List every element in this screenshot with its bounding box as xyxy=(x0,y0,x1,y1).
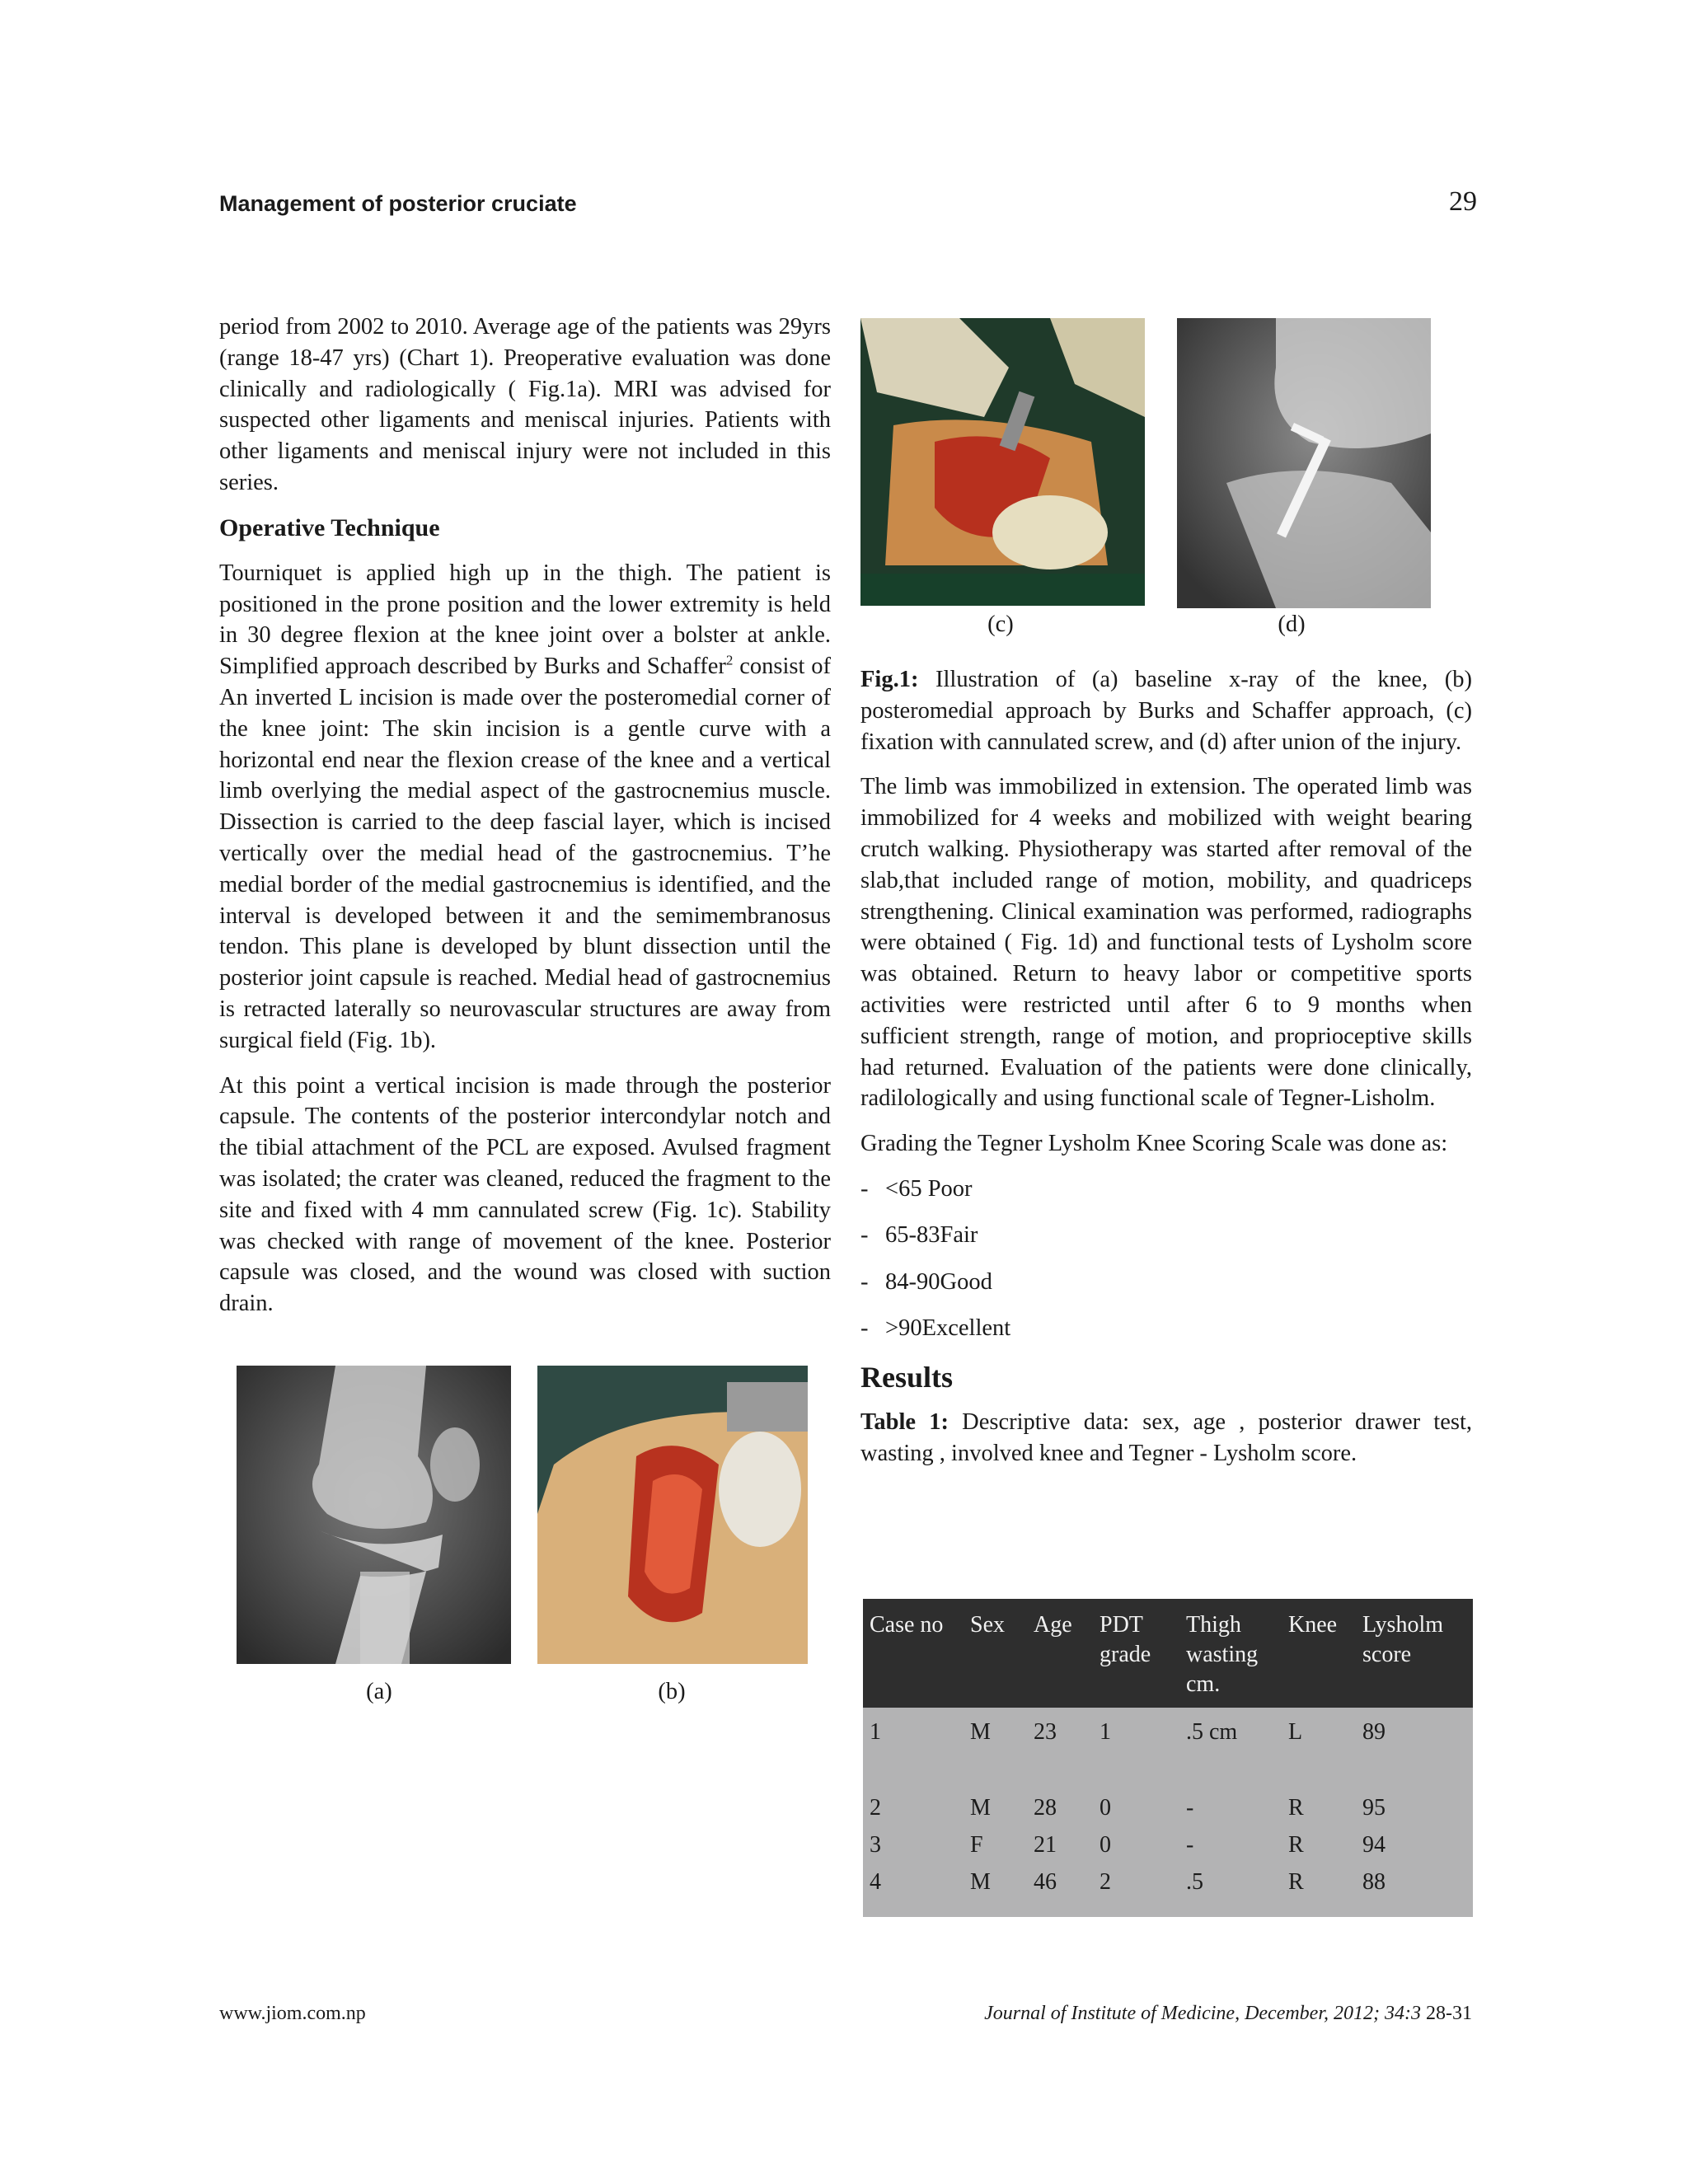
citation-superscript: 2 xyxy=(725,652,734,668)
table-cell: 4 xyxy=(863,1868,964,1917)
table-cell: .5 xyxy=(1179,1868,1282,1917)
table-cell: 3 xyxy=(863,1830,964,1868)
table-cell: F xyxy=(964,1830,1027,1868)
table-header-row xyxy=(863,1599,1473,1708)
section-heading-operative-technique: Operative Technique xyxy=(219,513,440,541)
table-cell: 2 xyxy=(1093,1868,1179,1917)
table-cell: 21 xyxy=(1027,1830,1093,1868)
table-cell: L xyxy=(1282,1708,1356,1793)
figure-a-xray xyxy=(237,1366,511,1664)
table-cell: 94 xyxy=(1356,1830,1473,1868)
table-cell: 0 xyxy=(1093,1793,1179,1830)
header-pdt-grade: PDT grade xyxy=(1093,1599,1179,1708)
table-caption: Table 1: Descriptive data: sex, age , posterior drawer test, wasting , involved knee and Tegner - Lysholm score. xyxy=(860,1409,1472,1466)
figure-a-label: (a) xyxy=(366,1679,392,1704)
right-column xyxy=(860,664,1472,1483)
table-cell: - xyxy=(1179,1793,1282,1830)
figure-caption: Fig.1: Illustration of (a) baseline x-ray of the knee, (b) posteromedial approach by Burks and Schaffer approach, (c) fixation with cannulated screw, and (d) after union of the injury. xyxy=(860,667,1472,755)
page-number: 29 xyxy=(1449,186,1477,217)
list-item: - >90Excellent xyxy=(860,1315,1011,1341)
header-sex: Sex xyxy=(964,1599,1027,1708)
table-cell: .5 cm xyxy=(1179,1708,1282,1793)
figure-c-label: (c) xyxy=(987,612,1014,637)
footer-website: www.jiom.com.np xyxy=(219,2003,366,2024)
header-age: Age xyxy=(1027,1599,1093,1708)
table-row xyxy=(863,1830,1473,1868)
table-cell: 28 xyxy=(1027,1793,1093,1830)
header-lysholm-score: Lysholm score xyxy=(1356,1599,1473,1708)
table-cell: 89 xyxy=(1356,1708,1473,1793)
table-cell: 95 xyxy=(1356,1793,1473,1830)
figure-d-xray xyxy=(1177,318,1431,608)
table-cell: 46 xyxy=(1027,1868,1093,1917)
header-knee: Knee xyxy=(1282,1599,1356,1708)
table-cell: 0 xyxy=(1093,1830,1179,1868)
paragraph-grading: Grading the Tegner Lysholm Knee Scoring Scale was done as: xyxy=(860,1131,1448,1157)
figure-b-surgery-photo xyxy=(537,1366,808,1664)
left-column xyxy=(219,312,831,1333)
section-heading-results: Results xyxy=(860,1361,954,1394)
table-cell: R xyxy=(1282,1830,1356,1868)
list-item: - 84-90Good xyxy=(860,1268,992,1295)
table-cell: 2 xyxy=(863,1793,964,1830)
table-cell: R xyxy=(1282,1868,1356,1917)
footer-journal: Journal of Institute of Medicine, December, 2012; 34:3 28-31 xyxy=(984,2003,1472,2024)
table-cell: 23 xyxy=(1027,1708,1093,1793)
figure-b-label: (b) xyxy=(658,1679,686,1704)
grading-list xyxy=(860,1174,1472,1344)
table-cell: M xyxy=(964,1868,1027,1917)
table-row xyxy=(863,1708,1473,1793)
paragraph-intro: period from 2002 to 2010. Average age of the patients was 29yrs (range 18-47 yrs) (Chart 1). Preoperative evaluation was done clinically and radiologically ( Fig.1a). MRI was advised for suspected other ligaments and meniscal injuries. Patients with other ligaments and meniscal injury were not included in this series. xyxy=(219,314,831,495)
table-row xyxy=(863,1793,1473,1830)
figure-c-fixation-photo xyxy=(860,318,1145,606)
list-item: - <65 Poor xyxy=(860,1175,973,1202)
descriptive-data-table xyxy=(863,1599,1473,1917)
table-cell: R xyxy=(1282,1793,1356,1830)
list-item: - 65-83Fair xyxy=(860,1222,978,1249)
table-row xyxy=(863,1868,1473,1917)
paragraph-technique: Tourniquet is applied high up in the thigh. The patient is positioned in the prone position and the lower extremity is held in 30 degree flexion at the knee joint over a bolster at ankle. Simplified approach described by Burks and Schaffer$^2$ consist of An inverted L incision is made over the posteromedial corner of the knee joint: The skin incision is a gentle curve with a horizontal end near the flexion crease of the knee and a vertical limb overlying the medial aspect of the gastrocnemius muscle. Dissection is carried to the deep fascial layer, which is incised vertically over the medial head of the gastrocnemius. T’he medial border of the medial gastrocnemius is identified, and the interval is developed between it and the semimembranosus tendon. This plane is developed by blunt dissection until the posterior joint capsule is reached. Medial head of gastrocnemius is retracted laterally so neurovascular structures are away from surgical field (Fig. 1b). xyxy=(219,560,831,1053)
figure-d-label: (d) xyxy=(1278,612,1306,637)
running-header: Management of posterior cruciate xyxy=(219,191,577,216)
table-cell: 1 xyxy=(863,1708,964,1793)
table-cell: M xyxy=(964,1708,1027,1793)
table-cell: 88 xyxy=(1356,1868,1473,1917)
paragraph-rehab: The limb was immobilized in extension. The operated limb was immobilized for 4 weeks and mobilized with weight bearing crutch walking. Physiotherapy was started after removal of the slab,that included range of motion, mobility, and quadriceps strengthening. Clinical examination was performed, radiographs were obtained ( Fig. 1d) and functional tests of Lysholm score was obtained. Return to heavy labor or competitive sports activities were restricted until after 6 to 9 months when sufficient strength, range of motion, and proprioceptive skills had returned. Evaluation of the patients were done clinically, radilologically and using functional scale of Tegner-Lisholm. xyxy=(860,774,1472,1112)
table-cell: M xyxy=(964,1793,1027,1830)
header-case-no: Case no xyxy=(863,1599,964,1708)
paragraph-capsule: At this point a vertical incision is made through the posterior capsule. The contents of the posterior intercondylar notch and the tibial attachment of the PCL are exposed. Avulsed fragment was isolated; the crater was cleaned, reduced the fragment to the site and fixed with 4 mm cannulated screw (Fig. 1c). Stability was checked with range of movement of the knee. Posterior capsule was closed, and the wound was closed with suction drain. xyxy=(219,1072,831,1317)
table-cell: 1 xyxy=(1093,1708,1179,1793)
header-thigh-wasting: Thigh wasting cm. xyxy=(1179,1599,1282,1708)
table-cell: - xyxy=(1179,1830,1282,1868)
